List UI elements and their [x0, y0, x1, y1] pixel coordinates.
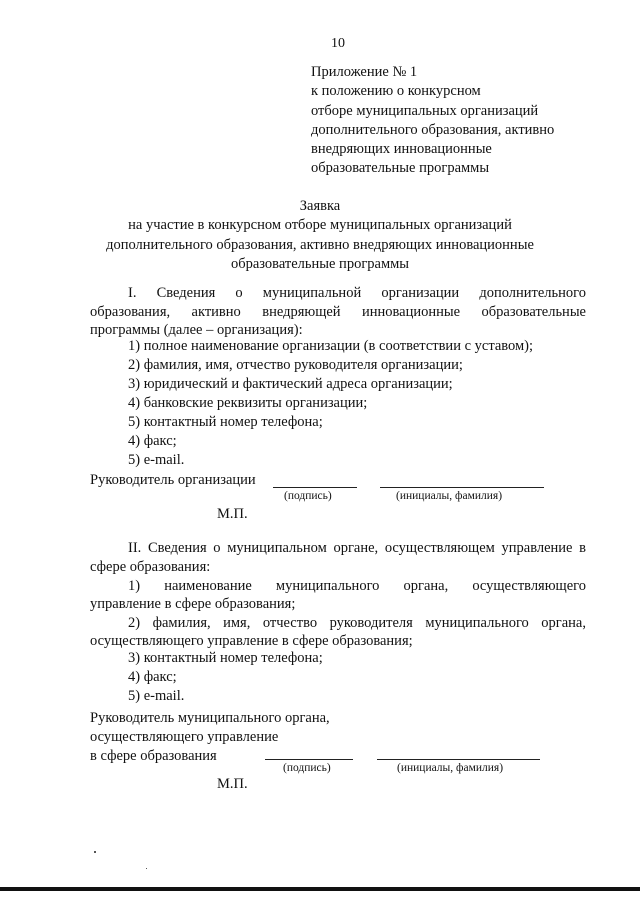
section2-line: II. Сведения о муниципальном органе, осуществляющем управление в [128, 540, 586, 556]
scan-speck [146, 868, 147, 869]
signature2-label [90, 709, 330, 765]
page-bottom-edge [0, 887, 640, 891]
appendix-line: внедряющих инновационные [311, 141, 492, 158]
stamp-label: М.П. [217, 776, 248, 792]
signature2-label-line: Руководитель муниципального органа, [90, 710, 330, 726]
section2-line: осуществляющего управление в сфере образования; [90, 633, 413, 650]
title-line: дополнительного образования, активно внедряющих инновационные [106, 236, 534, 253]
section2-intro [90, 539, 586, 651]
section1-line: I. Сведения о муниципальной организации дополнительного [128, 285, 586, 301]
signature2-label-line: осуществляющего управление [90, 728, 279, 745]
list-item: 4) банковские реквизиты организации; [128, 395, 368, 411]
list-item: 3) контактный номер телефона; [128, 650, 323, 666]
section2-line: 1) наименование муниципального органа, осуществляющего [128, 577, 586, 594]
name-line [380, 487, 544, 488]
appendix-line: к положению о конкурсном [311, 83, 481, 100]
section2-line: управление в сфере образования; [90, 596, 296, 613]
title-heading: Заявка [299, 198, 341, 214]
section2-line: сфере образования: [90, 558, 211, 575]
title-line: образовательные программы [230, 255, 410, 272]
section2-list [128, 649, 323, 706]
list-item: 4) факс; [128, 669, 177, 685]
list-item: 4) факс; [128, 433, 177, 449]
list-item: 2) фамилия, имя, отчество руководителя организации; [128, 357, 463, 373]
name-caption: (инициалы, фамилия) [396, 490, 503, 502]
section1-list [128, 337, 533, 470]
scan-speck [94, 851, 96, 853]
appendix-line: образовательные программы [311, 160, 490, 177]
appendix-note [311, 63, 554, 179]
title-line: на участие в конкурсном отборе муниципальных организаций [128, 217, 512, 234]
list-item: 3) юридический и фактический адреса организации; [128, 376, 453, 392]
stamp-label: М.П. [217, 506, 248, 522]
name-caption: (инициалы, фамилия) [397, 762, 504, 774]
section1-intro [90, 284, 586, 340]
signature2-label-line: в сфере образования [90, 747, 217, 764]
signature-caption: (подпись) [284, 490, 332, 502]
list-item: 1) полное наименование организации (в соответствии с уставом); [128, 338, 534, 354]
signature-label: Руководитель организации [90, 472, 256, 488]
appendix-line: отборе муниципальных организаций [311, 102, 539, 119]
list-item: 5) e-mail. [128, 688, 185, 704]
page-number: 10 [331, 36, 345, 51]
signature-line [273, 487, 357, 488]
list-item: 5) контактный номер телефона; [128, 414, 323, 430]
document-title [0, 197, 640, 274]
section2-line: 2) фамилия, имя, отчество руководителя муниципального органа, [128, 614, 586, 631]
section1-line: образования, активно внедряющей инновационные образовательные [90, 303, 586, 320]
appendix-line: дополнительного образования, активно [311, 121, 555, 138]
signature-line [265, 759, 353, 760]
signature-caption: (подпись) [283, 762, 331, 774]
list-item: 5) e-mail. [128, 452, 185, 468]
appendix-line: Приложение № 1 [311, 64, 418, 80]
name-line [377, 759, 540, 760]
section1-line: программы (далее – организация): [90, 322, 303, 339]
